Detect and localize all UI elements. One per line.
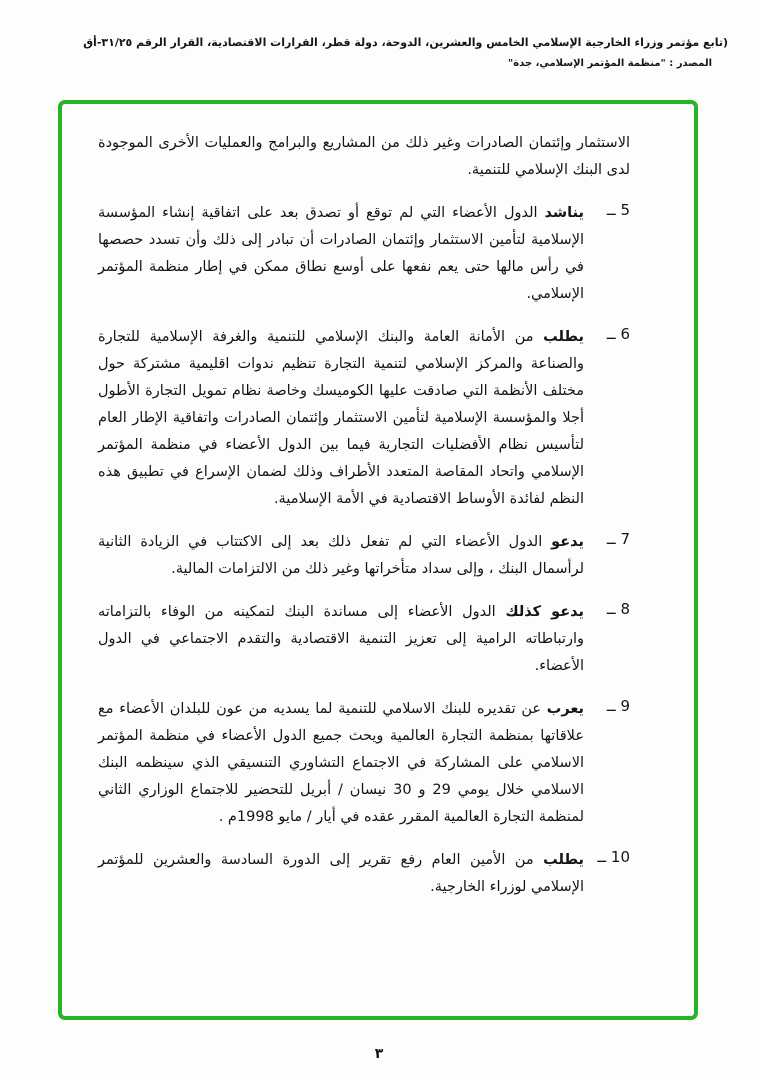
item-lead-word: يعرب bbox=[546, 701, 584, 717]
item-number: 5 ــ bbox=[606, 201, 630, 219]
item-lead-word: يطلب bbox=[543, 329, 584, 345]
page-number: ٣ bbox=[374, 1046, 384, 1062]
header-line-2: المصدر : "منظمة المؤتمر الإسلامي، جدة" bbox=[507, 57, 712, 69]
document-header bbox=[30, 34, 728, 72]
item-lead-word: يطلب bbox=[543, 852, 584, 868]
item-text: يدعو كذلك الدول الأعضاء إلى مساندة البنك لتمكينه من الوفاء بالتزاماته وارتباطاته الرامية إلى تعزيز التنمية الاقتصادية والتقدم الاجتماعي في الدول الأعضاء. bbox=[98, 604, 584, 674]
item-lead-word: يدعو كذلك bbox=[505, 604, 584, 620]
list-item bbox=[98, 847, 630, 901]
item-number: 7 ــ bbox=[606, 530, 630, 548]
item-text: يناشد الدول الأعضاء التي لم توقع أو تصدق بعد على اتفاقية إنشاء المؤسسة الإسلامية لتأمين الاستثمار وإئتمان الصادرات أن تبادر إلى ذلك وأن تسدد حصصها في رأس مالها حتى يعم نفعها على أوسع نطاق ممكن في إطار منظمة المؤتمر الإسلامي. bbox=[98, 205, 584, 302]
list-item bbox=[98, 200, 630, 308]
header-line-1: (تابع مؤتمر وزراء الخارجية الإسلامي الخامس والعشرين، الدوحة، دولة قطر، القرارات الاقتصادية، القرار الرقم ٣١/٢٥-أق bbox=[83, 36, 728, 49]
item-number: 6 ــ bbox=[606, 325, 630, 343]
item-number: 10 ــ bbox=[597, 848, 630, 866]
list-item bbox=[98, 324, 630, 513]
item-lead-word: يناشد bbox=[544, 205, 584, 221]
item-text: يعرب عن تقديره للبنك الاسلامي للتنمية لما يسديه من عون للبلدان الأعضاء مع علاقاتها بمنظمة التجارة العالمية ويحث جميع الدول الأعضاء في منظمة المؤتمر الاسلامي على المشاركة في الاجتماع التشاوري التنسيقي الذي سينظمه البنك الاسلامي خلال يومي 29 و 30 نيسان / أبريل للتحضير للاجتماع الوزاري الثاني لمنظمة التجارة العالمية المقرر عقده في أيار / مايو 1998م . bbox=[98, 701, 584, 825]
item-text: يطلب من الأمانة العامة والبنك الإسلامي للتنمية والغرفة الإسلامية للتجارة والصناعة والمركز الإسلامي لتنمية التجارة تنظيم ندوات اقليمية مشتركة حول مختلف الأنظمة التي صادقت عليها الكوميسك وخاصة نظام تمويل التجارة الأطول أجلا والمؤسسة الإسلامية لتأمين الاستثمار وإئتمان الصادرات واتفاقية الإطار العام لتأسيس نظام الأفضليات التجارية فيما بين الدول الأعضاء في منظمة المؤتمر الإسلامي واتحاد المقاصة المتعدد الأطراف وذلك لضمان الإسراع في تطبيق هذه النظم لفائدة الأوساط الاقتصادية في الأمة الإسلامية. bbox=[98, 329, 584, 507]
item-number: 8 ــ bbox=[606, 600, 630, 618]
item-text: يطلب من الأمين العام رفع تقرير إلى الدورة السادسة والعشرين للمؤتمر الإسلامي لوزراء الخارجية. bbox=[98, 852, 584, 895]
item-text: يدعو الدول الأعضاء التي لم تفعل ذلك بعد إلى الاكتتاب في الزيادة الثانية لرأسمال البنك ، وإلى سداد متأخراتها وغير ذلك من الالتزامات المالية. bbox=[98, 534, 584, 577]
continuation-paragraph: الاستثمار وإئتمان الصادرات وغير ذلك من المشاريع والبرامج والعمليات الأخرى الموجودة لدى البنك الإسلامي للتنمية. bbox=[98, 135, 630, 178]
list-item bbox=[98, 696, 630, 831]
list-item bbox=[98, 599, 630, 680]
resolution-content bbox=[98, 130, 630, 917]
resolution-items bbox=[98, 200, 630, 901]
list-item bbox=[98, 529, 630, 583]
item-lead-word: يدعو bbox=[551, 534, 584, 550]
item-number: 9 ــ bbox=[606, 697, 630, 715]
